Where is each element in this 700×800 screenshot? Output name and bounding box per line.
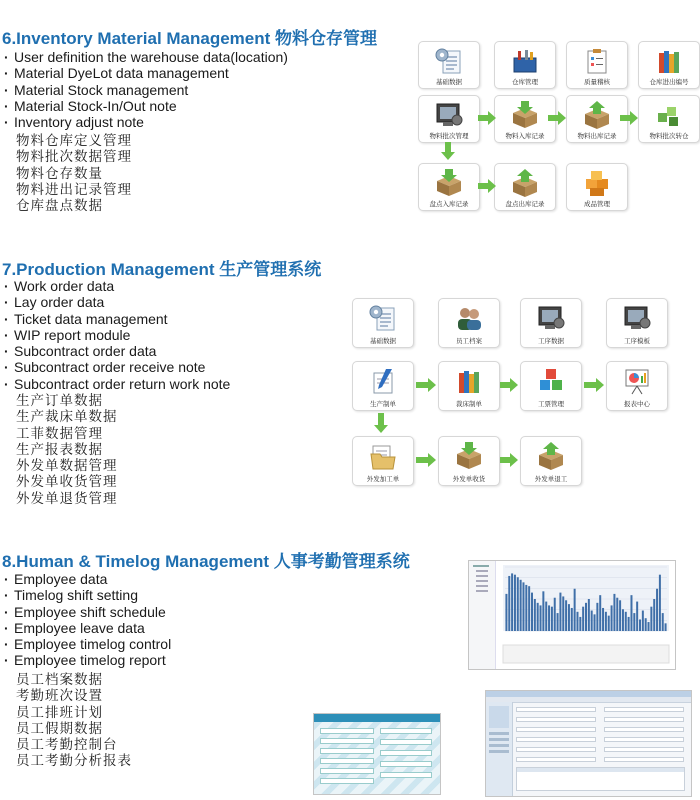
chart-bar [562,596,564,631]
module-label: 生产制单 [370,400,396,408]
chart-bar [605,612,607,631]
module-label: 外发单退工 [534,475,568,483]
form-left-fields [320,728,374,786]
module-ticket-mgmt [520,361,582,411]
chart-bar [594,614,596,631]
presentation-chart-icon [622,367,652,395]
form-right-fields [604,707,684,767]
section-title-inventory: 6.Inventory Material Management 物料仓存管理 [2,29,378,48]
list-item: 员工档案数据 [16,672,103,688]
chart-bar [656,589,658,631]
data-grid [516,767,685,791]
box-down-arrow-icon [510,101,540,129]
module-basic-data [418,41,480,89]
books-icon [654,47,684,75]
monitor-gear-icon [434,101,464,129]
chart-bar [625,612,627,631]
chart-bar [665,623,667,631]
list-item: 外发单退货管理 [16,490,118,507]
chart-bar [579,617,581,631]
production-feature-list-cn [16,393,118,507]
timelog-chart-screenshot [468,560,676,670]
list-item: · User definition the warehouse data(location) [4,49,288,65]
list-item: 员工考勤控制台 [16,737,118,754]
module-label: 基础数据 [436,78,462,86]
module-label: 基础数据 [370,337,396,345]
list-item: · WIP report module [4,327,230,343]
module-prod-basic-data [352,298,414,348]
chart-bar [596,603,598,631]
module-subcontract-receive [438,436,500,486]
box-up-arrow-icon [582,101,612,129]
window-titlebar [314,714,440,722]
module-label: 员工档案 [456,337,482,345]
flow-arrow-down-icon [441,142,455,160]
chart-bar [648,622,650,631]
flow-arrow-right-icon [584,378,604,392]
list-item: 员工考勤分析报表 [16,753,132,770]
leave-form-screenshot [313,713,441,795]
chart-bar [645,618,647,631]
settings-document-icon [368,304,398,332]
flow-arrow-right-icon [500,453,518,467]
list-item: 外发单收货管理 [16,474,118,491]
hr-feature-list [4,571,171,669]
flow-arrow-right-icon [620,111,638,125]
chart-bar [650,607,652,631]
chart-bar [576,612,578,631]
cubes-icon [654,101,684,129]
monitor-gear-icon [536,304,566,332]
production-feature-list [4,278,230,392]
module-stock-in-record [494,95,556,143]
chart-bar [608,616,610,631]
chart-bar [542,591,544,631]
chart-bar [659,575,661,631]
flow-arrow-right-icon [500,378,518,392]
list-item: · Subcontract order receive note [4,359,230,375]
list-item: 仓库盘点数据 [16,198,103,215]
chart-bar [559,593,561,631]
module-warehouse-io-number [638,41,700,89]
chart-bar [520,580,522,631]
list-item: · Employee timelog control [4,636,171,652]
flow-arrow-right-icon [478,111,496,125]
chart-side-panel [469,561,496,669]
chart-bar [531,593,533,631]
list-item: 生产报表数据 [16,441,103,458]
module-label: 成品管理 [584,200,610,208]
list-item: 生产裁床单数据 [16,409,118,426]
chart-bar [551,607,553,631]
folder-document-icon [368,442,398,470]
section-title-production: 7.Production Management 生产管理系统 [2,260,322,279]
list-item: 生产订单数据 [16,393,103,409]
chart-bar [582,607,584,631]
module-production-order [352,361,414,411]
chart-bar [554,598,556,631]
chart-bar [591,611,593,631]
list-item: 物料进出记录管理 [16,181,132,198]
list-item: 物料批次数据管理 [16,149,132,166]
box-down-arrow-icon [434,169,464,197]
module-finished-goods [566,163,628,211]
box-up-arrow-icon [510,169,540,197]
list-item: 物料仓库定义管理 [16,133,132,149]
chart-bar [628,617,630,631]
module-label: 仓库管理 [512,78,538,86]
flow-arrow-right-icon [416,378,436,392]
module-batch-transfer [638,95,700,143]
chart-bar [616,598,618,631]
toolbox-icon [510,47,540,75]
module-inventory-out-record [494,163,556,211]
chart-bar [548,605,550,631]
gift-boxes-icon [582,169,612,197]
box-down-arrow-icon [454,442,484,470]
chart-bar [599,595,601,631]
module-subcontract-return [520,436,582,486]
list-item: · Material Stock-In/Out note [4,98,288,114]
chart-bar [525,585,527,631]
module-label: 报表中心 [624,400,650,408]
list-item: 考勤班次设置 [16,688,103,705]
chart-bar [565,600,567,631]
flow-arrow-right-icon [478,179,496,193]
hr-feature-list-cn [16,672,132,770]
chart-bar [602,608,604,631]
module-label: 盘点入库记录 [429,200,469,208]
list-item: · Material DyeLot data management [4,65,288,81]
chart-bar [639,619,641,631]
document-pen-icon [368,367,398,395]
list-item: 员工排班计划 [16,704,103,721]
module-label: 仓库进出编号 [649,78,689,86]
form-right-fields [380,728,432,786]
chart-bar [585,603,587,631]
flow-arrow-down-icon [374,413,388,433]
flow-arrow-right-icon [548,111,566,125]
flow-arrow-right-icon [416,453,436,467]
module-batch-mgmt [418,95,480,143]
module-label: 物料出库记录 [577,132,617,140]
module-label: 工序数据 [538,337,564,345]
module-label: 工票管理 [538,400,564,408]
toolbar [486,697,691,703]
chart-bar [568,604,570,631]
chart-bar [511,573,513,631]
chart-bar [633,613,635,631]
chart-bar [505,594,507,631]
chart-bar [622,609,624,631]
employee-form-screenshot [485,690,692,797]
chart-bar [517,577,519,631]
module-subcontract-order [352,436,414,486]
list-item: · Subcontract order return work note [4,376,230,392]
chart-bar [545,602,547,631]
module-label: 外发单收货 [452,475,486,483]
monitor-gear-icon [622,304,652,332]
module-process-data [520,298,582,348]
inventory-feature-list-cn [16,133,132,214]
section-title-human-timelog: 8.Human & Timelog Management 人事考勤管理系统 [2,552,410,571]
module-label: 工序模板 [624,337,650,345]
list-item: · Material Stock management [4,82,288,98]
chart-bar [540,605,542,631]
chart-bar [508,576,510,631]
list-item: · Employee leave data [4,620,171,636]
settings-document-icon [434,47,464,75]
module-quality-inspection [566,41,628,89]
box-up-arrow-icon [536,442,566,470]
chart-bar [619,600,621,631]
list-item: · Inventory adjust note [4,114,288,130]
module-label: 物料批次管理 [429,132,469,140]
chart-bar [611,605,613,631]
list-item: · Subcontract order data [4,343,230,359]
list-item: · Timelog shift setting [4,587,171,603]
module-warehouse-mgmt [494,41,556,89]
module-report-center [606,361,668,411]
chart-bar [653,599,655,631]
clipboard-icon [582,47,612,75]
module-label: 物料批次转仓 [649,132,689,140]
module-label: 裁床制单 [456,400,482,408]
colored-cubes-icon [536,367,566,395]
chart-bar [528,586,530,631]
module-process-template [606,298,668,348]
list-item: 外发单数据管理 [16,458,118,475]
list-item: · Work order data [4,278,230,294]
chart-bar [514,575,516,631]
chart-bar [574,589,576,631]
chart-bar [588,599,590,631]
module-label: 外发加工单 [366,475,400,483]
chart-bar [534,599,536,631]
chart-bar [557,613,559,631]
module-label: 质量稽核 [584,78,610,86]
chart-bar [613,594,615,631]
chart-bar [571,608,573,631]
chart-bar [630,595,632,631]
chart-bar [522,582,524,631]
list-item: 员工假期数据 [16,720,103,737]
module-inventory-in-record [418,163,480,211]
chart-bar [662,613,664,631]
module-label: 物料入库记录 [505,132,545,140]
chart-bar [636,602,638,631]
module-employee-archive [438,298,500,348]
books-icon [454,367,484,395]
nav-panel [486,702,513,796]
module-cutting-order [438,361,500,411]
list-item: 工菲数据管理 [16,425,103,442]
inventory-feature-list [4,49,288,130]
list-item: · Ticket data management [4,311,230,327]
users-icon [454,304,484,332]
chart-bar [537,603,539,631]
module-stock-out-record [566,95,628,143]
list-item: · Employee data [4,571,171,587]
timelog-bar-chart [497,563,673,667]
list-item: · Employee timelog report [4,652,171,668]
list-item: 物料仓存数量 [16,165,103,182]
list-item: · Employee shift schedule [4,604,171,620]
chart-bar [642,611,644,631]
list-item: · Lay order data [4,294,230,310]
module-label: 盘点出库记录 [505,200,545,208]
